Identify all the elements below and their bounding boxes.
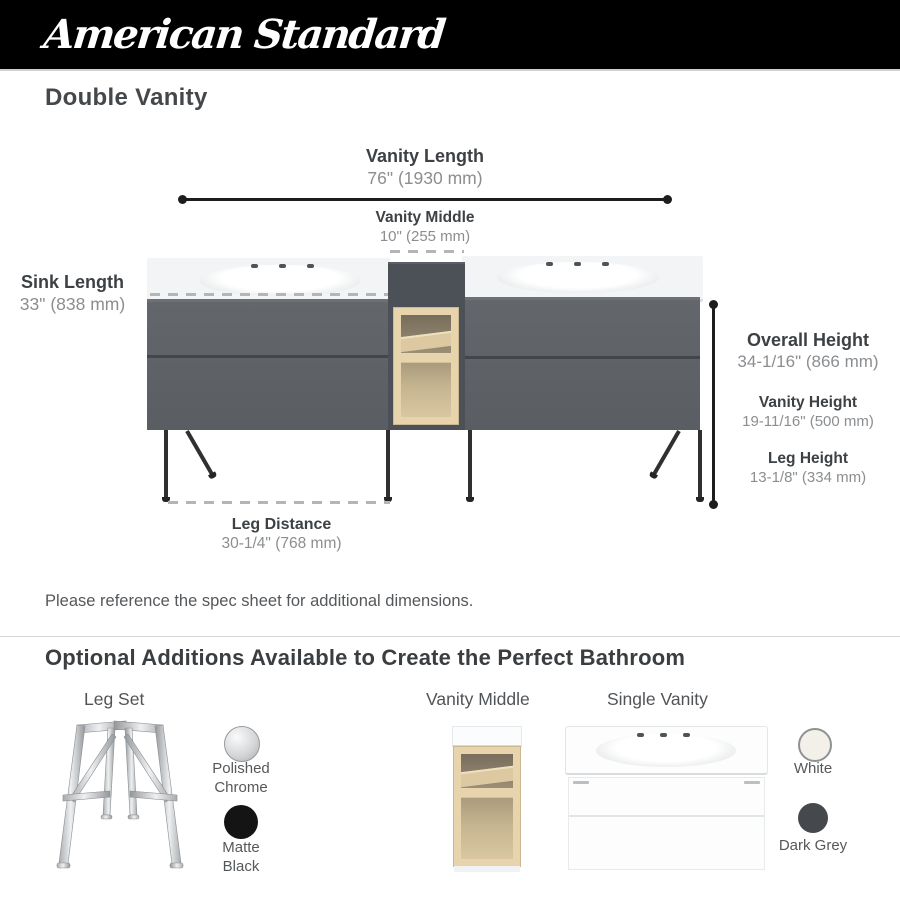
drawer-seam: [147, 355, 388, 358]
left-sink-basin: [199, 265, 361, 296]
matte-black-label: Matte Black: [222, 839, 260, 875]
right-sink-counter: [462, 255, 703, 302]
overall-height-value: 34-1/16" (866 mm): [737, 351, 879, 371]
polished-chrome-label: Polished Chrome: [212, 760, 270, 796]
leg-distance-value: 30-1/4" (768 mm): [221, 534, 342, 552]
faucet-hole: [574, 262, 581, 266]
vanity-middle-value: 10" (255 mm): [379, 227, 471, 245]
sink-length-label: Sink Length: [21, 272, 124, 292]
drawer-seam: [569, 815, 764, 817]
vanity-middle-dimension: [325, 209, 525, 246]
white-swatch: [798, 728, 832, 762]
vanity-leg: [164, 430, 168, 498]
vanity-leg: [698, 430, 702, 498]
spec-note: Please reference the spec sheet for additional dimensions.: [45, 592, 474, 610]
white-label: White: [793, 760, 833, 777]
cabinet-shelf-divider: [461, 788, 513, 798]
vanity-leg-angled: [185, 430, 213, 475]
cabinet-base: [454, 866, 520, 872]
page-title: Double Vanity: [45, 84, 208, 111]
faucet-hole: [251, 264, 258, 268]
vanity-leg-angled: [652, 430, 680, 475]
faucet-hole: [660, 733, 667, 737]
vanity-middle-label: Vanity Middle: [375, 209, 475, 226]
middle-open-shelf: [394, 308, 458, 424]
single-vanity-drawers: [568, 777, 765, 870]
dimension-endpoint-dot: [663, 195, 672, 204]
vanity-height-dimension: [720, 394, 896, 431]
cabinet-top-compartment: [461, 754, 513, 788]
double-vanity-illustration: [145, 250, 705, 512]
vanity-height-value: 19-11/16" (500 mm): [742, 412, 874, 430]
polished-chrome-swatch: [224, 726, 260, 762]
vanity-middle-image: [452, 726, 522, 873]
sink-length-value: 33" (838 mm): [19, 293, 126, 314]
overall-height-dimension-line: [712, 303, 715, 504]
vanity-leg: [468, 430, 472, 498]
dimension-endpoint-dot: [178, 195, 187, 204]
brand-header: [0, 0, 900, 71]
shelf-divider: [401, 353, 451, 363]
drawer-handle: [573, 781, 589, 784]
single-vanity-image: [565, 726, 768, 873]
overall-height-label: Overall Height: [746, 330, 870, 350]
leg-distance-dimension: [194, 515, 369, 553]
right-vanity-cabinet: [465, 297, 700, 430]
dimension-endpoint-dot: [709, 500, 718, 509]
leg-set-title: Leg Set: [84, 689, 145, 709]
leg-distance-label: Leg Distance: [231, 516, 332, 533]
vanity-length-value: 76" (1930 mm): [367, 167, 483, 188]
options-heading: Optional Additions Available to Create the Perfect Bathroom: [45, 645, 686, 670]
faucet-hole: [683, 733, 690, 737]
left-vanity-cabinet: [147, 299, 388, 430]
single-vanity-counter: [565, 726, 768, 775]
vanity-height-label: Vanity Height: [758, 394, 858, 411]
dark-grey-label: Dark Grey: [778, 837, 848, 854]
faucet-hole: [546, 262, 553, 266]
single-vanity-title: Single Vanity: [607, 689, 708, 709]
leg-height-value: 13-1/8" (334 mm): [749, 468, 867, 486]
cabinet-wood-box: [454, 747, 520, 866]
shelf-top-compartment: [401, 315, 451, 353]
tilted-shelf: [461, 765, 513, 787]
leg-height-dimension: [720, 450, 896, 487]
overall-height-dimension: [720, 330, 896, 373]
drawer-handle: [744, 781, 760, 784]
cabinet-bottom-compartment: [461, 798, 513, 859]
faucet-hole: [637, 733, 644, 737]
right-sink-basin: [497, 262, 659, 293]
faucet-hole: [279, 264, 286, 268]
vanity-length-dimension-line: [182, 198, 668, 201]
faucet-hole: [602, 262, 609, 266]
matte-black-swatch: [224, 805, 258, 839]
american-standard-logo: American Standard: [41, 11, 447, 58]
vanity-length-label: Vanity Length: [365, 146, 484, 166]
vanity-leg: [386, 430, 390, 498]
section-divider: [0, 636, 900, 637]
left-sink-counter: [147, 257, 390, 304]
tilted-shelf: [401, 331, 451, 353]
leg-distance-dashed-line: [168, 501, 390, 504]
shelf-bottom-compartment: [401, 363, 451, 417]
vanity-middle-title: Vanity Middle: [426, 689, 530, 709]
leg-set-image: [50, 716, 190, 874]
leg-height-label: Leg Height: [767, 450, 849, 467]
dark-grey-swatch: [798, 803, 828, 833]
sink-length-dimension: [5, 272, 140, 315]
vanity-length-dimension: [275, 146, 575, 189]
drawer-seam: [465, 356, 700, 359]
cabinet-top-slab: [452, 726, 522, 747]
dimension-endpoint-dot: [709, 300, 718, 309]
single-vanity-basin: [596, 734, 736, 767]
faucet-hole: [307, 264, 314, 268]
sink-length-dashed-line: [150, 293, 388, 296]
